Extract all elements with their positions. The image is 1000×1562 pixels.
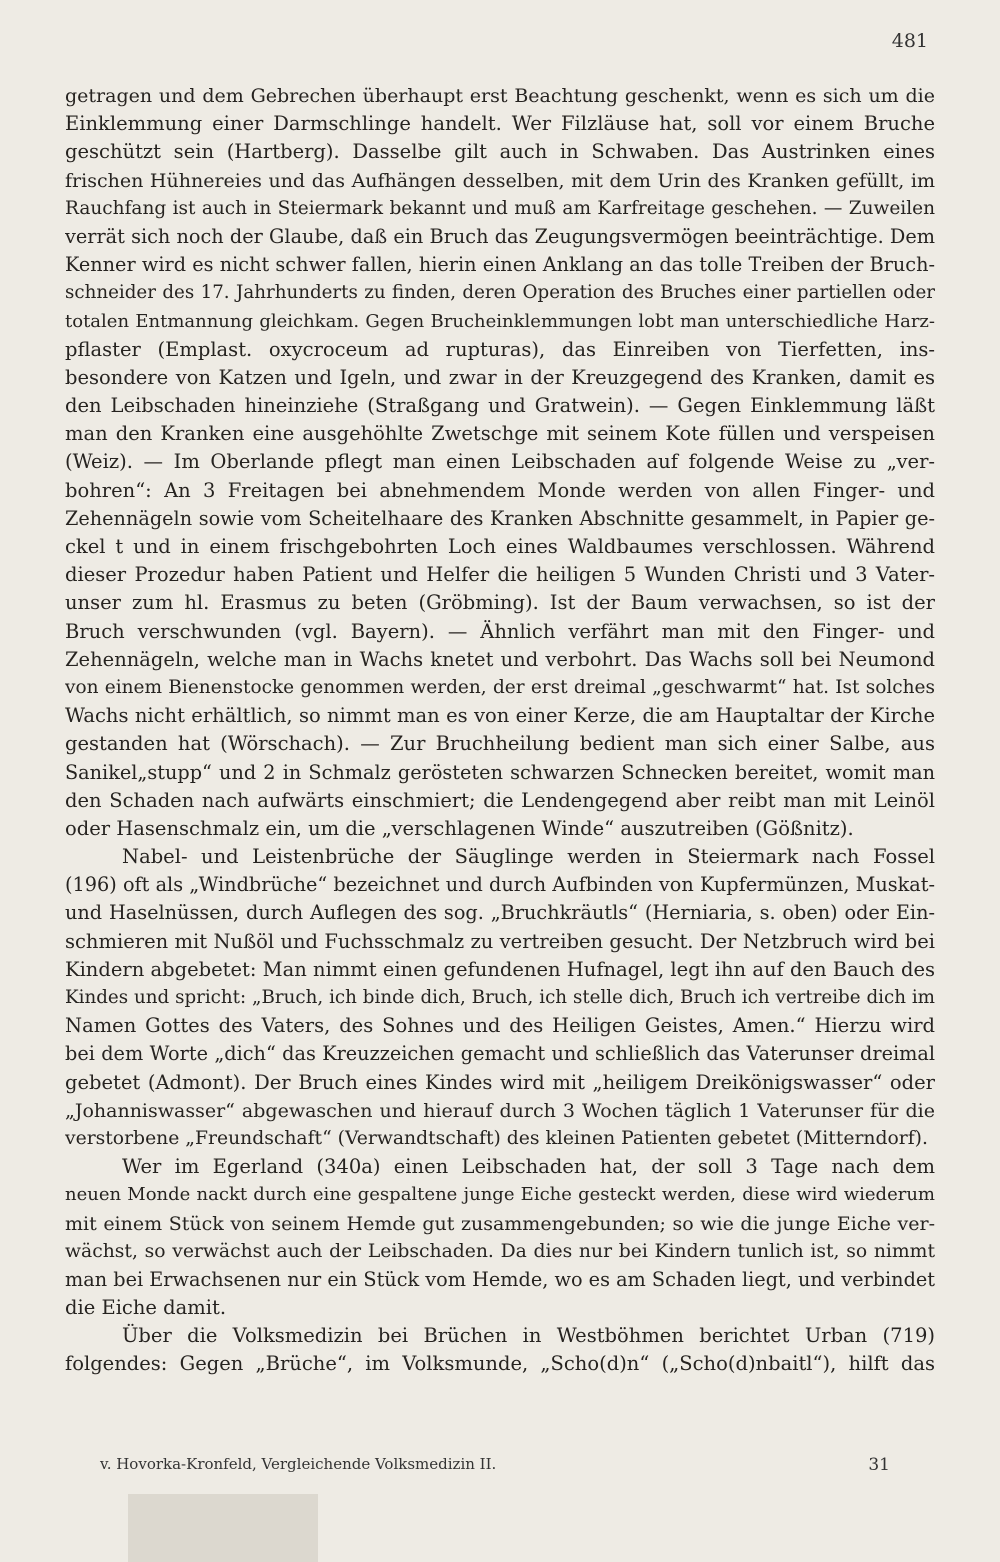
- text-line: besondere von Katzen und Igeln, und zwar in der Kreuzgegend des Kranken, damit es: [65, 365, 935, 389]
- text-line: Wachs nicht erhältlich, so nimmt man es von einer Kerze, die am Hauptaltar der Kirche: [65, 704, 935, 728]
- text-line: und Haselnüssen, durch Auflegen des sog. „Bruchkräutls“ (Herniaria, s. oben) oder Ein-: [65, 901, 935, 925]
- text-line: neuen Monde nackt durch eine gespaltene junge Eiche gesteckt werden, diese wird wiederum: [65, 1184, 935, 1206]
- text-line: geschützt sein (Hartberg). Dasselbe gilt auch in Schwaben. Das Austrinken eines: [65, 140, 935, 164]
- text-line: Einklemmung einer Darmschlinge handelt. Wer Filzläuse hat, soll vor einem Bruche: [65, 112, 935, 136]
- text-line: getragen und dem Gebrechen überhaupt erst Beachtung geschenkt, wenn es sich um die: [65, 85, 935, 107]
- body-text: [65, 82, 935, 1379]
- text-line: (Weiz). — Im Oberlande pflegt man einen Leibschaden auf folgende Weise zu „ver-: [65, 450, 935, 474]
- text-line: Kindes und spricht: „Bruch, ich binde dich, Bruch, ich stelle dich, Bruch ich vertreibe dich im: [65, 987, 935, 1008]
- text-line: Über die Volksmedizin bei Brüchen in Westböhmen berichtet Urban (719): [122, 1324, 935, 1348]
- text-line: folgendes: Gegen „Brüche“, im Volksmunde, „Scho(d)n“ („Scho(d)nbaitl“), hilft das: [65, 1352, 935, 1376]
- text-line: den Leibschaden hineinziehe (Straßgang und Gratwein). — Gegen Einklemmung läßt: [65, 394, 935, 418]
- text-line: pflaster (Emplast. oxycroceum ad rupturas), das Einreiben von Tierfetten, ins-: [65, 337, 935, 361]
- footer-citation: v. Hovorka-Kronfeld, Vergleichende Volksmedizin II.: [100, 1455, 497, 1473]
- text-line: Nabel- und Leistenbrüche der Säuglinge werden in Steiermark nach Fossel: [122, 845, 935, 869]
- text-line: Bruch verschwunden (vgl. Bayern). — Ähnlich verfährt man mit den Finger- und: [65, 619, 935, 643]
- text-line: schneider des 17. Jahrhunderts zu finden, deren Operation des Bruches einer partiellen oder: [65, 282, 935, 304]
- text-line: die Eiche damit.: [65, 1296, 227, 1320]
- text-line: Wer im Egerland (340a) einen Leibschaden hat, der soll 3 Tage nach dem: [122, 1155, 935, 1179]
- text-line: dieser Prozedur haben Patient und Helfer die heiligen 5 Wunden Christi und 3 Vater-: [65, 563, 935, 587]
- text-line: (196) oft als „Windbrüche“ bezeichnet und durch Aufbinden von Kupfermünzen, Muskat-: [65, 873, 935, 897]
- text-line: man den Kranken eine ausgehöhlte Zwetschge mit seinem Kote füllen und verspeisen: [65, 422, 935, 446]
- text-line: totalen Entmannung gleichkam. Gegen Brucheinklemmungen lobt man unterschiedliche Harz-: [65, 310, 935, 332]
- text-line: gestanden hat (Wörschach). — Zur Bruchheilung bedient man sich einer Salbe, aus: [65, 732, 935, 756]
- text-line: ckel t und in einem frischgebohrten Loch eines Waldbaumes verschlossen. Während: [65, 535, 935, 558]
- text-line: Namen Gottes des Vaters, des Sohnes und des Heiligen Geistes, Amen.“ Hierzu wird: [65, 1014, 935, 1038]
- text-line: unser zum hl. Erasmus zu beten (Gröbming). Ist der Baum verwachsen, so ist der: [65, 591, 935, 615]
- text-line: Sanikel„stupp“ und 2 in Schmalz gerösteten schwarzen Schnecken bereitet, womit man: [65, 760, 935, 784]
- text-line: Zehennägeln, welche man in Wachs knetet und verbohrt. Das Wachs soll bei Neumond: [65, 647, 935, 671]
- text-line: schmieren mit Nußöl und Fuchsschmalz zu vertreiben gesucht. Der Netzbruch wird bei: [65, 929, 935, 953]
- text-line: verstorbene „Freundschaft“ (Verwandtschaft) des kleinen Patienten gebetet (Mitterndorf).: [65, 1127, 928, 1149]
- text-line: Zehennägeln sowie vom Scheitelhaare des Kranken Abschnitte gesammelt, in Papier ge-: [65, 506, 935, 530]
- signature-mark: 31: [868, 1455, 890, 1475]
- page-number: 481: [891, 30, 928, 52]
- text-line: man bei Erwachsenen nur ein Stück vom Hemde, wo es am Schaden liegt, und verbindet: [65, 1267, 935, 1291]
- text-line: verrät sich noch der Glaube, daß ein Bruch das Zeugungsvermögen beeinträchtige. Dem: [65, 224, 935, 248]
- text-line: Kindern abgebetet: Man nimmt einen gefundenen Hufnagel, legt ihn auf den Bauch des: [65, 957, 935, 981]
- text-line: mit einem Stück von seinem Hemde gut zusammengebunden; so wie die junge Eiche ver-: [65, 1212, 935, 1235]
- page-footer: [100, 1455, 890, 1473]
- text-line: den Schaden nach aufwärts einschmiert; die Lendengegend aber reibt man mit Leinöl: [65, 788, 935, 812]
- text-line: Rauchfang ist auch in Steiermark bekannt und muß am Karfreitage geschehen. — Zuweilen: [65, 197, 935, 219]
- text-line: wächst, so verwächst auch der Leibschaden. Da dies nur bei Kindern tunlich ist, so nimmt: [65, 1240, 935, 1262]
- text-line: oder Hasenschmalz ein, um die „verschlagenen Winde“ auszutreiben (Gößnitz).: [65, 816, 854, 840]
- text-line: gebetet (Admont). Der Bruch eines Kindes wird mit „heiligem Dreikönigswasser“ oder: [65, 1070, 935, 1094]
- text-line: bohren“: An 3 Freitagen bei abnehmendem Monde werden von allen Finger- und: [65, 478, 935, 502]
- text-line: von einem Bienenstocke genommen werden, der erst dreimal „geschwarmt“ hat. Ist solches: [65, 676, 935, 698]
- text-line: „Johanniswasser“ abgewaschen und hierauf durch 3 Wochen täglich 1 Vaterunser für die: [65, 1099, 935, 1122]
- text-line: Kenner wird es nicht schwer fallen, hierin einen Anklang an das tolle Treiben der Bruch-: [65, 253, 935, 277]
- text-line: frischen Hühnereies und das Aufhängen desselben, mit dem Urin des Kranken gefüllt, im: [65, 169, 935, 192]
- text-line: bei dem Worte „dich“ das Kreuzzeichen gemacht und schließlich das Vaterunser dreimal: [65, 1042, 935, 1066]
- paper-stain: [128, 1494, 318, 1562]
